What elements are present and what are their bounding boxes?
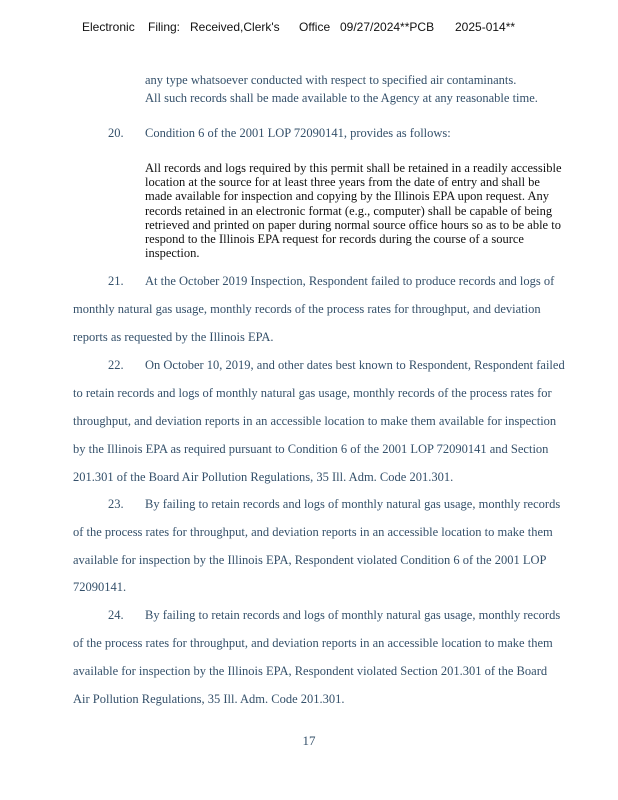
paragraph-line: On October 10, 2019, and other dates best known to Respondent, Respondent failed [145, 358, 565, 372]
intro-line: All such records shall be made available to the Agency at any reasonable time. [145, 91, 538, 105]
paragraph-line: monthly natural gas usage, monthly records of the process rates for throughput, and deviation [73, 302, 541, 316]
paragraph-line: of the process rates for throughput, and deviation reports in an accessible location to make them [73, 525, 553, 539]
paragraph-number: 24. [108, 608, 124, 622]
paragraph-line: reports as requested by the Illinois EPA. [73, 330, 274, 344]
block-quote [145, 161, 570, 260]
paragraph-text: Condition 6 of the 2001 LOP 72090141, provides as follows: [145, 126, 451, 140]
block-quote-text: All records and logs required by this permit shall be retained in a readily accessible location at the source for at least three years from the date of entry and shall be made available for inspection and copying by the Illinois EPA upon request. Any records retained in an electronic format (e.g., computer) shall be capable of being retrieved and printed on paper during normal source office hours so as to be able to respond to the Illinois EPA request for records during the course of a source inspection. [145, 161, 562, 261]
header-electronic: Electronic [82, 20, 135, 34]
intro-line: any type whatsoever conducted with respect to specified air contaminants. [145, 73, 517, 87]
paragraph-line: At the October 2019 Inspection, Respondent failed to produce records and logs of [145, 274, 555, 288]
paragraph-line: of the process rates for throughput, and deviation reports in an accessible location to make them [73, 636, 553, 650]
paragraph-number: 20. [108, 126, 124, 140]
paragraph-number: 22. [108, 358, 124, 372]
paragraph-number: 23. [108, 497, 124, 511]
paragraph-line: available for inspection by the Illinois EPA, Respondent violated Section 201.301 of the Board [73, 664, 548, 678]
paragraph-line: by the Illinois EPA as required pursuant to Condition 6 of the 2001 LOP 72090141 and Section [73, 442, 549, 456]
paragraph-line: to retain records and logs of monthly natural gas usage, monthly records of the process rates for [73, 386, 552, 400]
paragraph-line: throughput, and deviation reports in an accessible location to make them available for inspection [73, 414, 557, 428]
header-filing: Filing: [148, 20, 181, 34]
paragraph-line: 201.301 of the Board Air Pollution Regulations, 35 Ill. Adm. Code 201.301. [73, 470, 454, 484]
paragraph-line: By failing to retain records and logs of monthly natural gas usage, monthly records [145, 608, 561, 622]
paragraph-number: 21. [108, 274, 124, 288]
header-case-number: 2025-014** [455, 20, 516, 34]
header-office: Office [299, 20, 331, 34]
paragraph-line: Air Pollution Regulations, 35 Ill. Adm. Code 201.301. [73, 692, 345, 706]
paragraph-line: available for inspection by the Illinois EPA, Respondent violated Condition 6 of the 2001 LOP [73, 553, 547, 567]
page-number: 17 [302, 733, 316, 748]
header-date: 09/27/2024**PCB [340, 20, 435, 34]
paragraph-line: By failing to retain records and logs of monthly natural gas usage, monthly records [145, 497, 561, 511]
header-received: Received,Clerk's [190, 20, 280, 34]
paragraph-line: 72090141. [73, 580, 127, 594]
